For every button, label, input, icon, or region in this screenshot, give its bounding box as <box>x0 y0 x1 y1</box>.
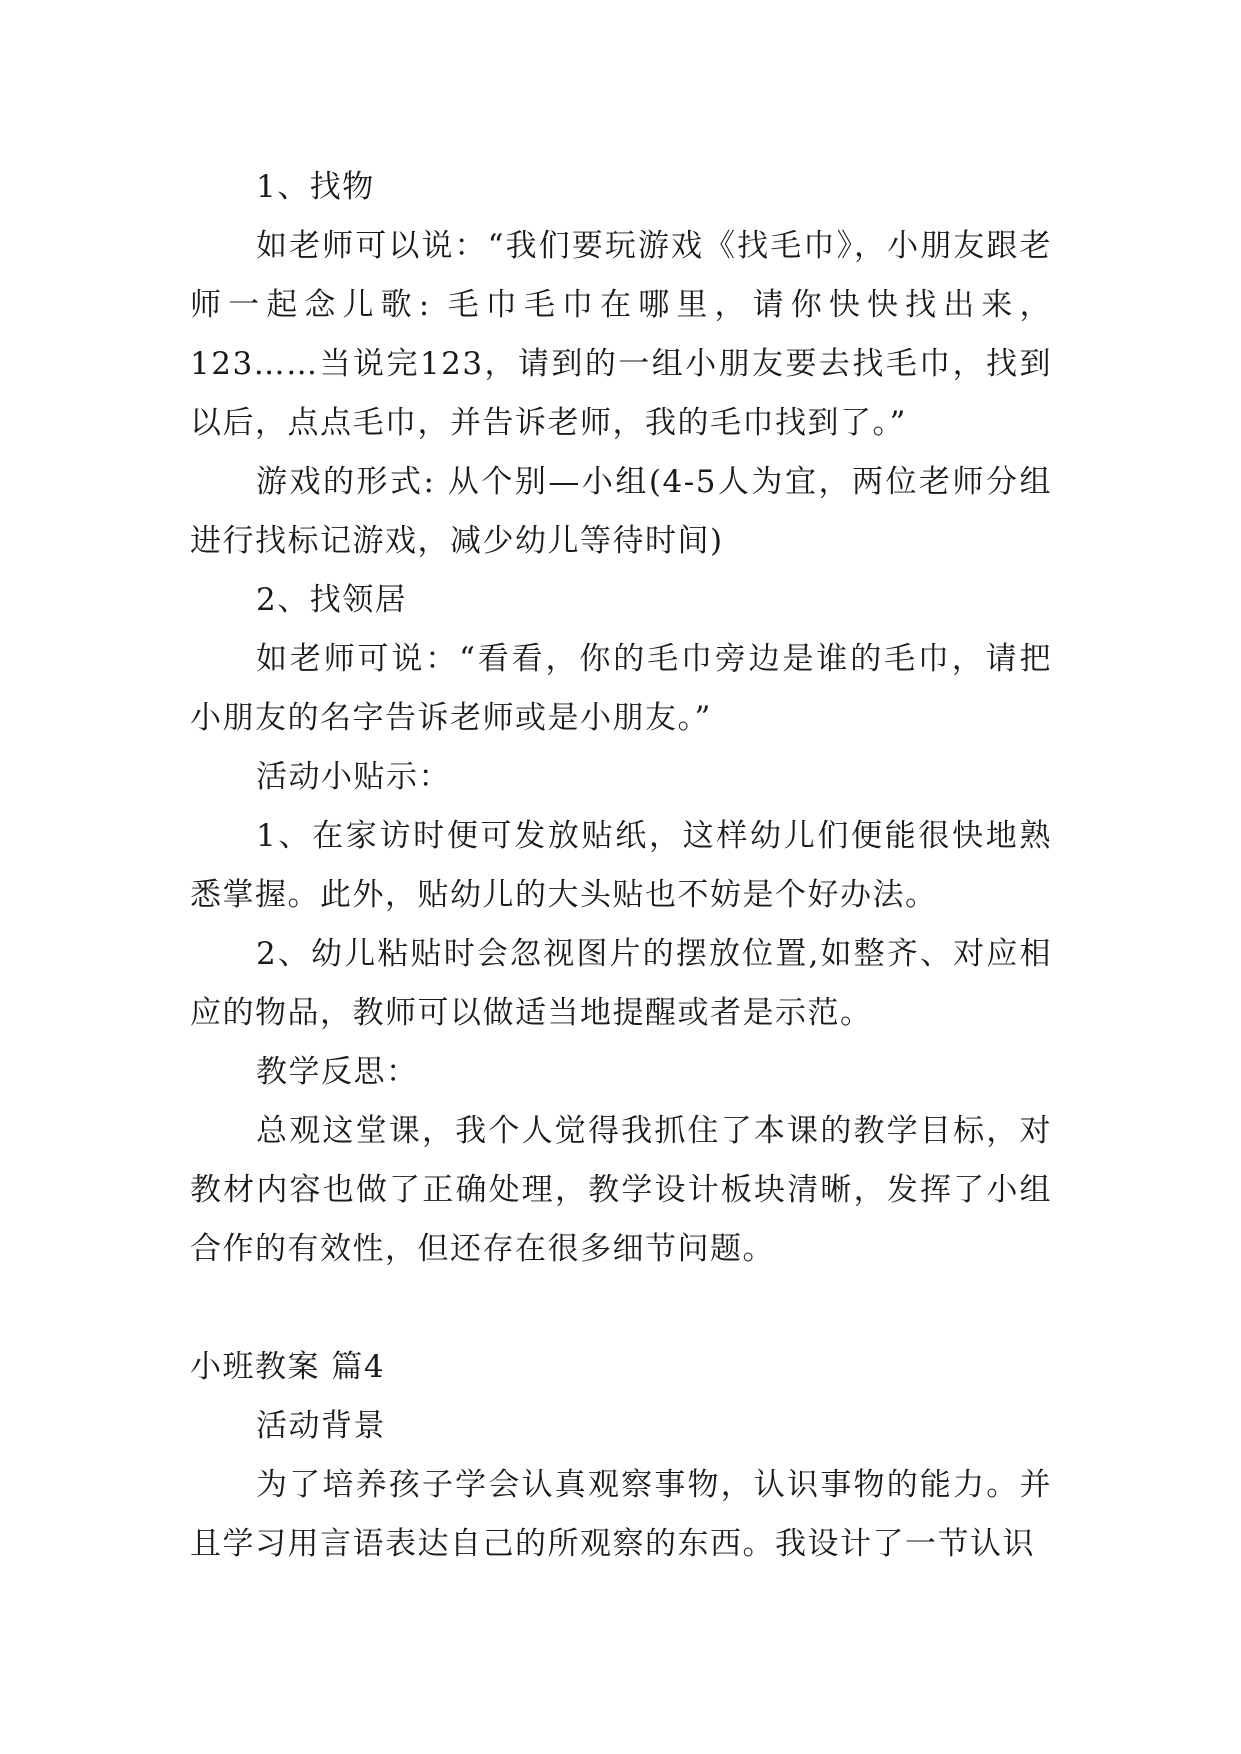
paragraph-reflection-heading: 教学反思： <box>256 1054 419 1090</box>
paragraph-teacher-script-neighbor: 如老师可说：“看看，你的毛巾旁边是谁的毛巾，请把小朋友的名字告诉老师或是小朋友。” <box>190 641 1052 736</box>
paragraph-background-heading: 活动背景 <box>256 1408 386 1444</box>
paragraph-tip-one: 1、在家访时便可发放贴纸，这样幼儿们便能很快地熟悉掌握。此外，贴幼儿的大头贴也不妨是个好办法。 <box>190 818 1052 913</box>
paragraph-activity-tips-heading: 活动小贴示： <box>256 759 451 795</box>
paragraph-reflection-body: 总观这堂课，我个人觉得我抓住了本课的教学目标，对教材内容也做了正确处理，教学设计板块清晰，发挥了小组合作的有效性，但还存在很多细节问题。 <box>190 1113 1052 1267</box>
paragraph-find-item-heading: 1、找物 <box>256 169 375 205</box>
section-heading: 小班教案 篇4 <box>190 1349 386 1385</box>
document-body <box>190 158 1052 1574</box>
paragraph-teacher-script-towel: 如老师可以说：“我们要玩游戏《找毛巾》，小朋友跟老师一起念儿歌: 毛巾毛巾在哪里，请你快快找出来，123……当说完123，请到的一组小朋友要去找毛巾，找到以后，点点毛巾，并告诉老师，我的毛巾找到了。” <box>190 228 1052 441</box>
section-spacer <box>190 1279 1052 1338</box>
paragraph-game-format: 游戏的形式: 从个别—小组(4-5人为宜，两位老师分组进行找标记游戏，减少幼儿等待时间) <box>190 464 1052 559</box>
paragraph-find-neighbor-heading: 2、找领居 <box>256 582 408 618</box>
paragraph-tip-two: 2、幼儿粘贴时会忽视图片的摆放位置,如整齐、对应相应的物品，教师可以做适当地提醒或者是示范。 <box>190 936 1052 1031</box>
paragraph-background-body: 为了培养孩子学会认真观察事物，认识事物的能力。并且学习用言语表达自己的所观察的东西。我设计了一节认识 <box>190 1467 1052 1562</box>
